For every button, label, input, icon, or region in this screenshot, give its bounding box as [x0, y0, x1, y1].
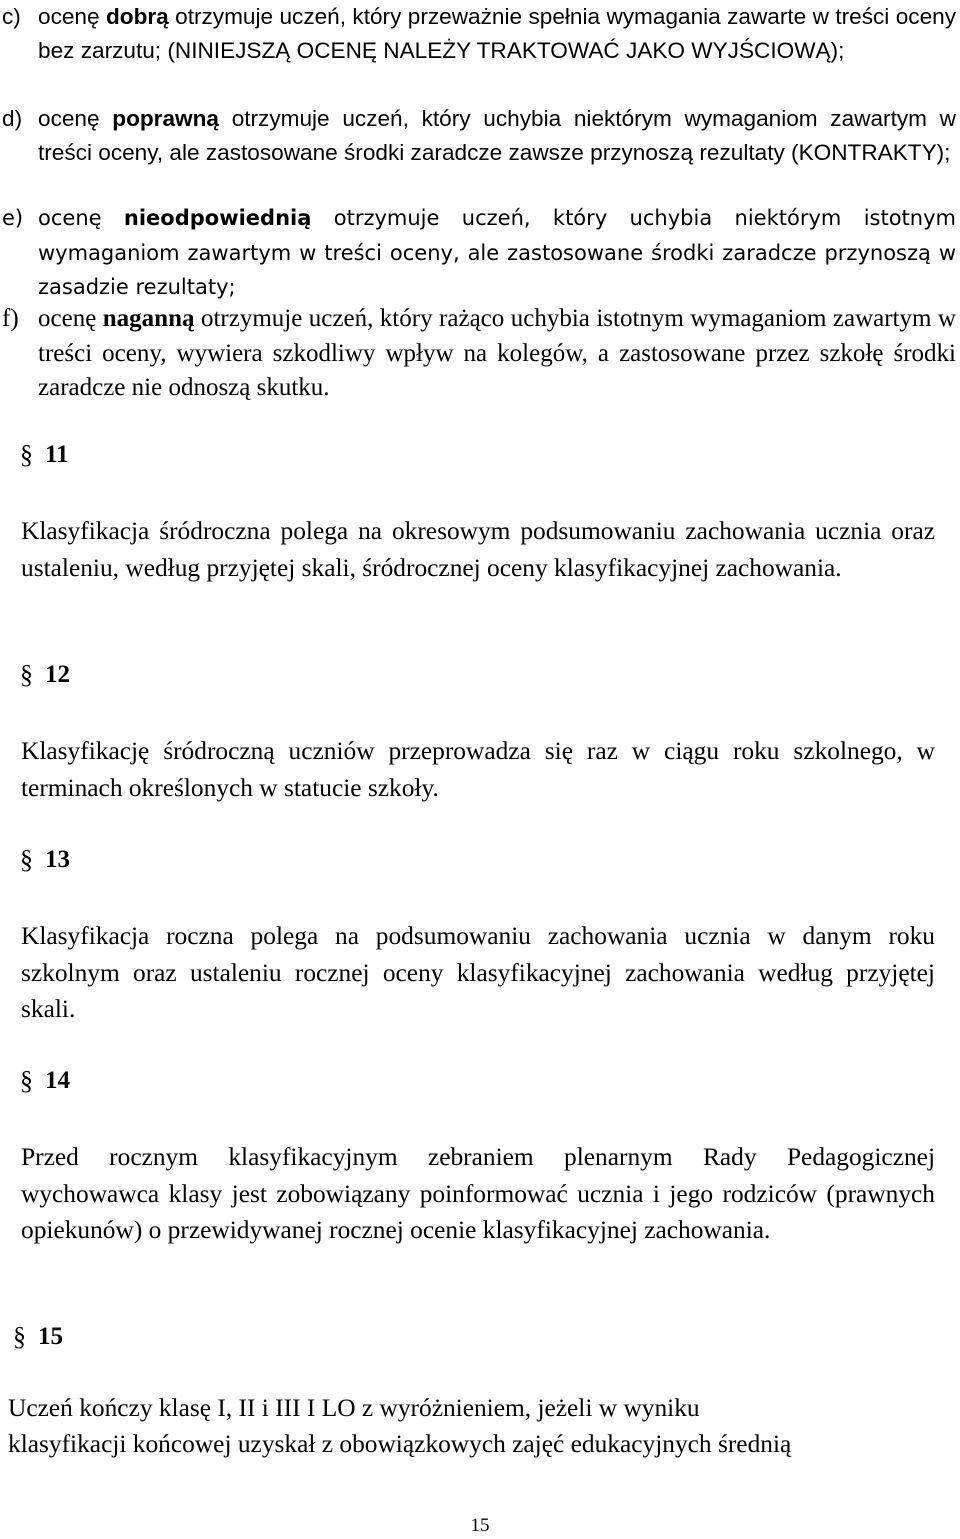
list-item-f — [0, 302, 956, 406]
page-number: 15 — [470, 1515, 490, 1536]
section-text-line: klasyfikacji końcowej uzyskał z obowiązkowych zajęć edukacyjnych średnią — [8, 1429, 792, 1458]
paragraph-sign: § — [20, 1066, 33, 1095]
paragraph-sign: § — [13, 1322, 26, 1351]
paragraph-sign: § — [20, 660, 33, 689]
list-item-text: ocenę dobrą otrzymuje uczeń, który przeważnie spełnia wymagania zawarte w treści oceny bez zarzutu; (NINIEJSZĄ OCENĘ NALEŻY TRAKTOWAĆ JAKO WYJŚCIOWĄ); — [38, 4, 957, 63]
section-heading-14 — [20, 1066, 70, 1096]
grade-name: naganną — [102, 305, 195, 332]
list-item-c — [0, 0, 956, 68]
section-heading-13 — [20, 845, 70, 875]
list-marker: c) — [2, 4, 21, 29]
section-text-12: Klasyfikację śródroczną uczniów przeprowadza się raz w ciągu roku szkolnego, w terminach określonych w statucie szkoły. — [21, 737, 935, 802]
section-number: 15 — [38, 1323, 63, 1350]
section-heading-15 — [13, 1322, 63, 1352]
grade-name: nieodpowiednią — [123, 206, 312, 230]
section-heading-11 — [20, 440, 69, 470]
list-marker: e) — [2, 206, 24, 230]
list-marker: f) — [2, 305, 19, 332]
list-item-d — [0, 102, 956, 170]
section-number: 11 — [45, 441, 69, 468]
paragraph-sign: § — [20, 845, 33, 874]
section-text-14: Przed rocznym klasyfikacyjnym zebraniem plenarnym Rady Pedagogicznej wychowawca klasy jest zobowiązany poinformować ucznia i jego rodziców (prawnych opiekunów) o przewidywanej rocznej ocenie klasyfikacyjnej zachowania. — [21, 1143, 935, 1245]
list-item-text: ocenę nieodpowiednią otrzymuje uczeń, który uchybia niektórym istotnym wymaganiom zawartym w treści oceny, ale zastosowane środki zaradcze przynoszą w zasadzie rezultaty; — [38, 206, 956, 300]
section-text-13: Klasyfikacja roczna polega na podsumowaniu zachowania ucznia w danym roku szkolnym oraz ustaleniu rocznej oceny klasyfikacyjnej zachowania według przyjętej skali. — [21, 922, 935, 1024]
list-marker: d) — [2, 106, 23, 131]
section-heading-12 — [20, 660, 70, 690]
list-item-e — [0, 201, 956, 305]
section-number: 14 — [45, 1067, 70, 1094]
section-number: 13 — [45, 846, 70, 873]
list-item-text: ocenę naganną otrzymuje uczeń, który rażąco uchybia istotnym wymaganiom zawartym w treści oceny, wywiera szkodliwy wpływ na kolegów, a zastosowane przez szkołę środki zaradcze nie odnoszą skutku. — [38, 305, 956, 401]
grade-name: dobrą — [105, 4, 169, 29]
list-item-text: ocenę poprawną otrzymuje uczeń, który uchybia niektórym wymaganiom zawartym w treści oceny, ale zastosowane środki zaradcze zawsze przynoszą rezultaty (KONTRAKTY); — [38, 106, 956, 165]
section-text-15 — [8, 1391, 948, 1462]
section-text-line: Uczeń kończy klasę I, II i III I LO z wyróżnieniem, jeżeli w wyniku — [8, 1394, 700, 1422]
grade-name: poprawną — [112, 106, 219, 131]
section-number: 12 — [45, 661, 70, 688]
section-text-11: Klasyfikacja śródroczna polega na okresowym podsumowaniu zachowania ucznia oraz ustaleniu, według przyjętej skali, śródrocznej oceny klasyfikacyjnej zachowania. — [21, 517, 935, 582]
paragraph-sign: § — [20, 440, 33, 469]
